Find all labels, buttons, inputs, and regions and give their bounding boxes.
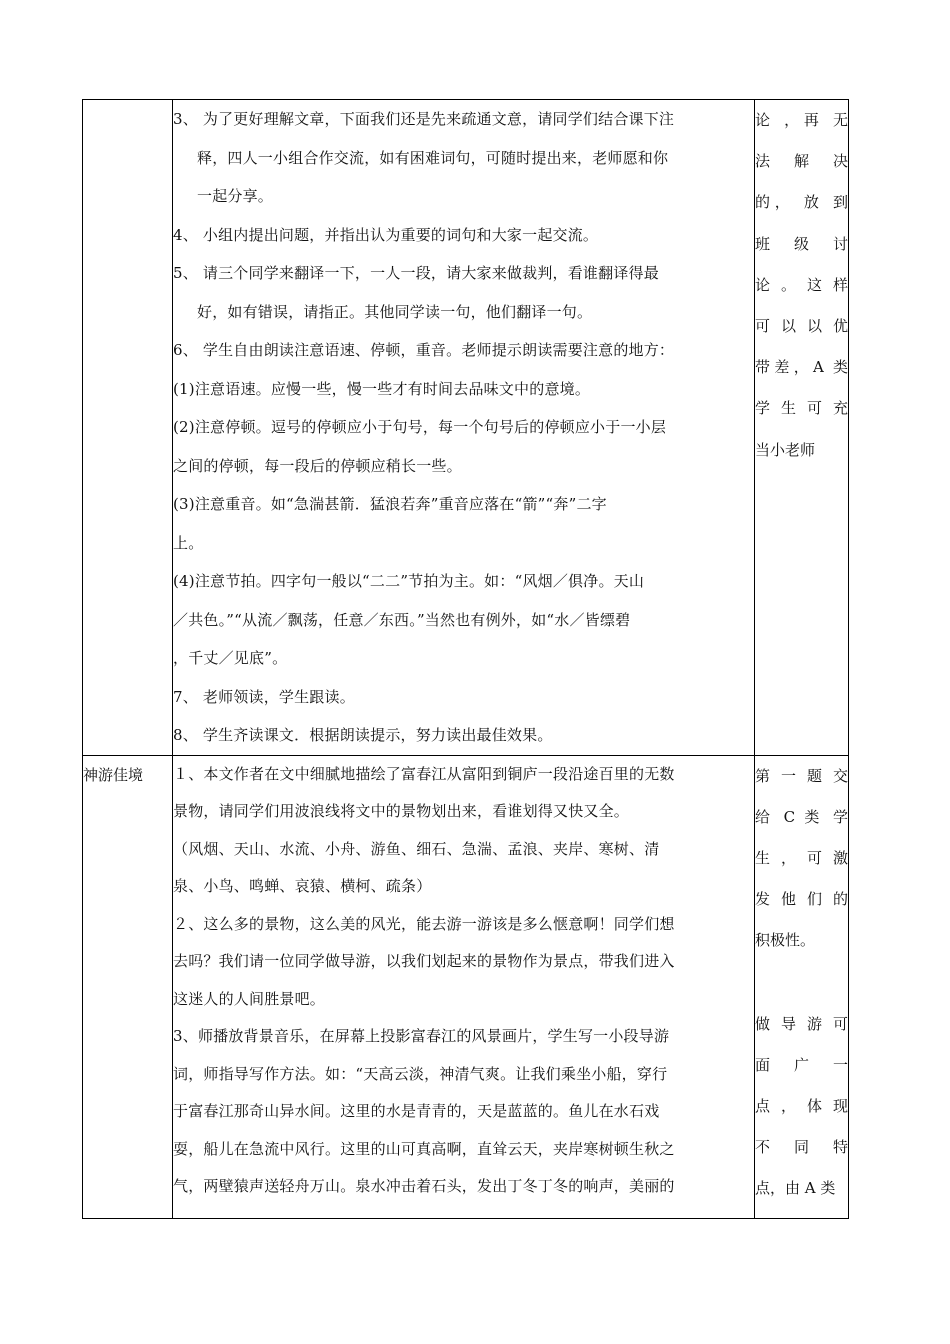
activity-line: 7、 老师领读，学生跟读。 [173,687,355,706]
activity-line: 好，如有错误，请指正。其他同学读一句，他们翻译一句。 [197,302,593,321]
activity-cell [173,755,755,1218]
note-line: 的， 放 到 [755,193,848,212]
activity-line: 3、师播放背景音乐，在屏幕上投影富春江的风景画片，学生写一小段导游 [173,1027,670,1045]
activity-line: 这迷人的人间胜景吧。 [173,989,326,1008]
section-label-cell [83,100,173,756]
note-line: 第 一 题 交 [755,766,848,785]
activity-line: 之间的停顿，每一段后的停顿应稍长一些。 [173,456,462,475]
activity-line: （风烟、天山、水流、小舟、游鱼、细石、急湍、孟浪、夹岸、寒树、清 [173,839,660,858]
note-line: 生 ， 可 激 [755,848,848,867]
activity-line: 气，两壁猿声送轻舟万山。泉水冲击着石头，发出丁冬丁冬的响声，美丽的 [173,1177,675,1195]
section-label-cell: 神游佳境 [83,755,173,1218]
note-line: 论 ，再 无 [755,111,848,129]
activity-line: 5、 请三个同学来翻译一下，一人一段，请大家来做裁判，看谁翻译得最 [173,264,659,282]
activity-line: １、本文作者在文中细腻地描绘了富春江从富阳到铜庐一段沿途百里的无数 [173,764,675,783]
note-line: 论 。 这 样 [755,275,848,294]
activity-line: 3、 为了更好理解文章，下面我们还是先来疏通文意，请同学们结合课下注 [173,110,675,128]
note-line: 点，由 A 类 [755,1179,836,1198]
note-line: 当小老师 [755,440,816,459]
note-line: 不 同 特 [755,1138,848,1157]
note-line: 班 级 讨 [755,234,848,253]
activity-line: ，千丈／见底”。 [173,649,288,667]
activity-line: 4、 小组内提出问题，并指出认为重要的词句和大家一起交流。 [173,225,599,244]
note-spacer [755,962,848,1004]
activity-line: 于富春江那奇山异水间。这里的水是青青的，天是蓝蓝的。鱼儿在水石戏 [173,1102,660,1120]
note-cell [755,100,849,756]
table-row [83,100,849,756]
activity-line: (4)注意节拍。四字句一般以“二二”节拍为主。如：“风烟／俱净。天山 [173,572,645,590]
note-line: 点 ， 体 现 [755,1096,848,1115]
activity-line: ／共色。”“从流／飘荡，任意／东西。”当然也有例外，如“水／皆缥碧 [173,610,631,629]
note-line: 学 生 可 充 [755,399,848,418]
activity-line: 一起分享。 [197,187,274,205]
note-line: 给 C 类 学 [755,807,848,826]
note-line: 积极性。 [755,931,816,950]
activity-line: 泉、小鸟、鸣蝉、哀猿、横柯、疏条） [173,877,432,895]
activity-line: 去吗？我们请一位同学做导游，以我们划起来的景物作为景点，带我们进入 [173,952,675,970]
activity-line: (3)注意重音。如“急湍甚箭．猛浪若奔”重音应落在“箭”“奔”二字 [173,495,607,513]
note-line: 可 以 以 优 [755,317,848,336]
note-line: 带差，A 类 [755,358,848,377]
table-row [83,755,849,1218]
activity-cell [173,100,755,756]
activity-line: (1)注意语速。应慢一些，慢一些才有时间去品味文中的意境。 [173,379,591,398]
note-line: 做 导 游 可 [755,1014,848,1033]
note-line: 面 广 一 [755,1055,848,1074]
note-line: 法 解 决 [755,152,848,171]
activity-line: 景物，请同学们用波浪线将文中的景物划出来，看谁划得又快又全。 [173,802,630,820]
activity-line: ２、这么多的景物，这么美的风光，能去游一游该是多么惬意啊！同学们想 [173,914,675,933]
lesson-plan-table [82,99,849,1219]
note-cell [755,755,849,1218]
note-line: 发 他 们 的 [755,890,848,909]
activity-line: (2)注意停顿。逗号的停顿应小于句号，每一个句号后的停顿应小于一小层 [173,418,667,436]
activity-line: 词，师指导写作方法。如：“天高云淡，神清气爽。让我们乘坐小船，穿行 [173,1064,668,1083]
activity-line: 8、 学生齐读课文．根据朗读提示，努力读出最佳效果。 [173,726,553,744]
activity-line: 上。 [173,533,204,552]
activity-line: 6、 学生自由朗读注意语速、停顿，重音。老师提示朗读需要注意的地方： [173,341,675,359]
activity-line: 释，四人一小组合作交流，如有困难词句，可随时提出来，老师愿和你 [197,148,669,167]
activity-line: 耍，船儿在急流中风行。这里的山可真高啊，直耸云天，夹岸寒树顿生秋之 [173,1139,675,1158]
